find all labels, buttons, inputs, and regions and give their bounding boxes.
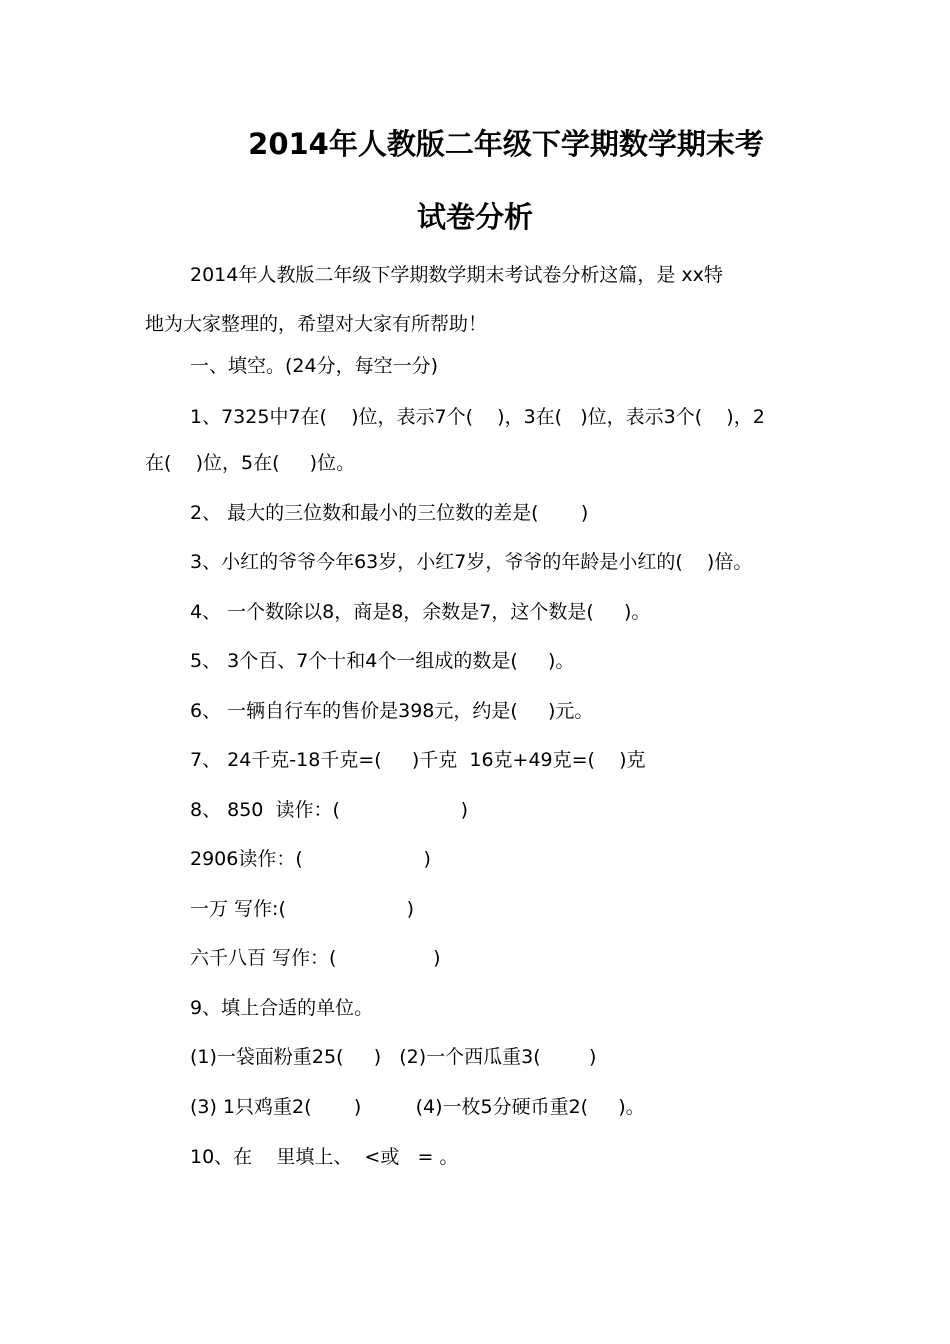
question-5: 5、 3个百、7个十和4个一组成的数是( )。 <box>190 650 575 672</box>
section-heading: 一、填空。(24分，每空一分) <box>190 355 439 377</box>
intro-paragraph-line1: 2014年人教版二年级下学期数学期末考试卷分析这篇，是 xx特 <box>190 264 723 286</box>
question-3: 3、小红的爷爷今年63岁，小红7岁，爷爷的年龄是小红的( )倍。 <box>190 551 753 573</box>
question-9-line2: (3) 1只鸡重2( ) (4)一枚5分硬币重2( )。 <box>190 1096 645 1118</box>
question-10: 10、在 里填上、 <或 = 。 <box>190 1146 459 1168</box>
question-8-d: 六千八百 写作：( ) <box>190 947 441 969</box>
document-title-line2: 试卷分析 <box>416 200 533 234</box>
question-9: 9、填上合适的单位。 <box>190 997 374 1019</box>
question-6: 6、 一辆自行车的售价是398元，约是( )元。 <box>190 700 594 722</box>
question-8-a: 8、 850 读作：( ) <box>190 799 469 821</box>
question-8-c: 一万 写作:( ) <box>190 898 415 920</box>
question-1-line1: 1、7325中7在( )位，表示7个( )，3在( )位，表示3个( )，2 <box>190 406 765 428</box>
question-9-line1: (1)一袋面粉重25( ) (2)一个西瓜重3( ) <box>190 1046 597 1068</box>
question-2: 2、 最大的三位数和最小的三位数的差是( ) <box>190 502 589 524</box>
intro-paragraph-line2: 地为大家整理的，希望对大家有所帮助！ <box>145 313 488 335</box>
question-4: 4、 一个数除以8，商是8，余数是7，这个数是( )。 <box>190 601 651 623</box>
question-1-line2: 在( )位，5在( )位。 <box>145 452 356 474</box>
question-8-b: 2906读作：( ) <box>190 848 431 870</box>
document-title-line1: 2014年人教版二年级下学期数学期末考 <box>248 127 764 161</box>
question-7: 7、 24千克-18千克=( )千克 16克+49克=( )克 <box>190 749 646 771</box>
